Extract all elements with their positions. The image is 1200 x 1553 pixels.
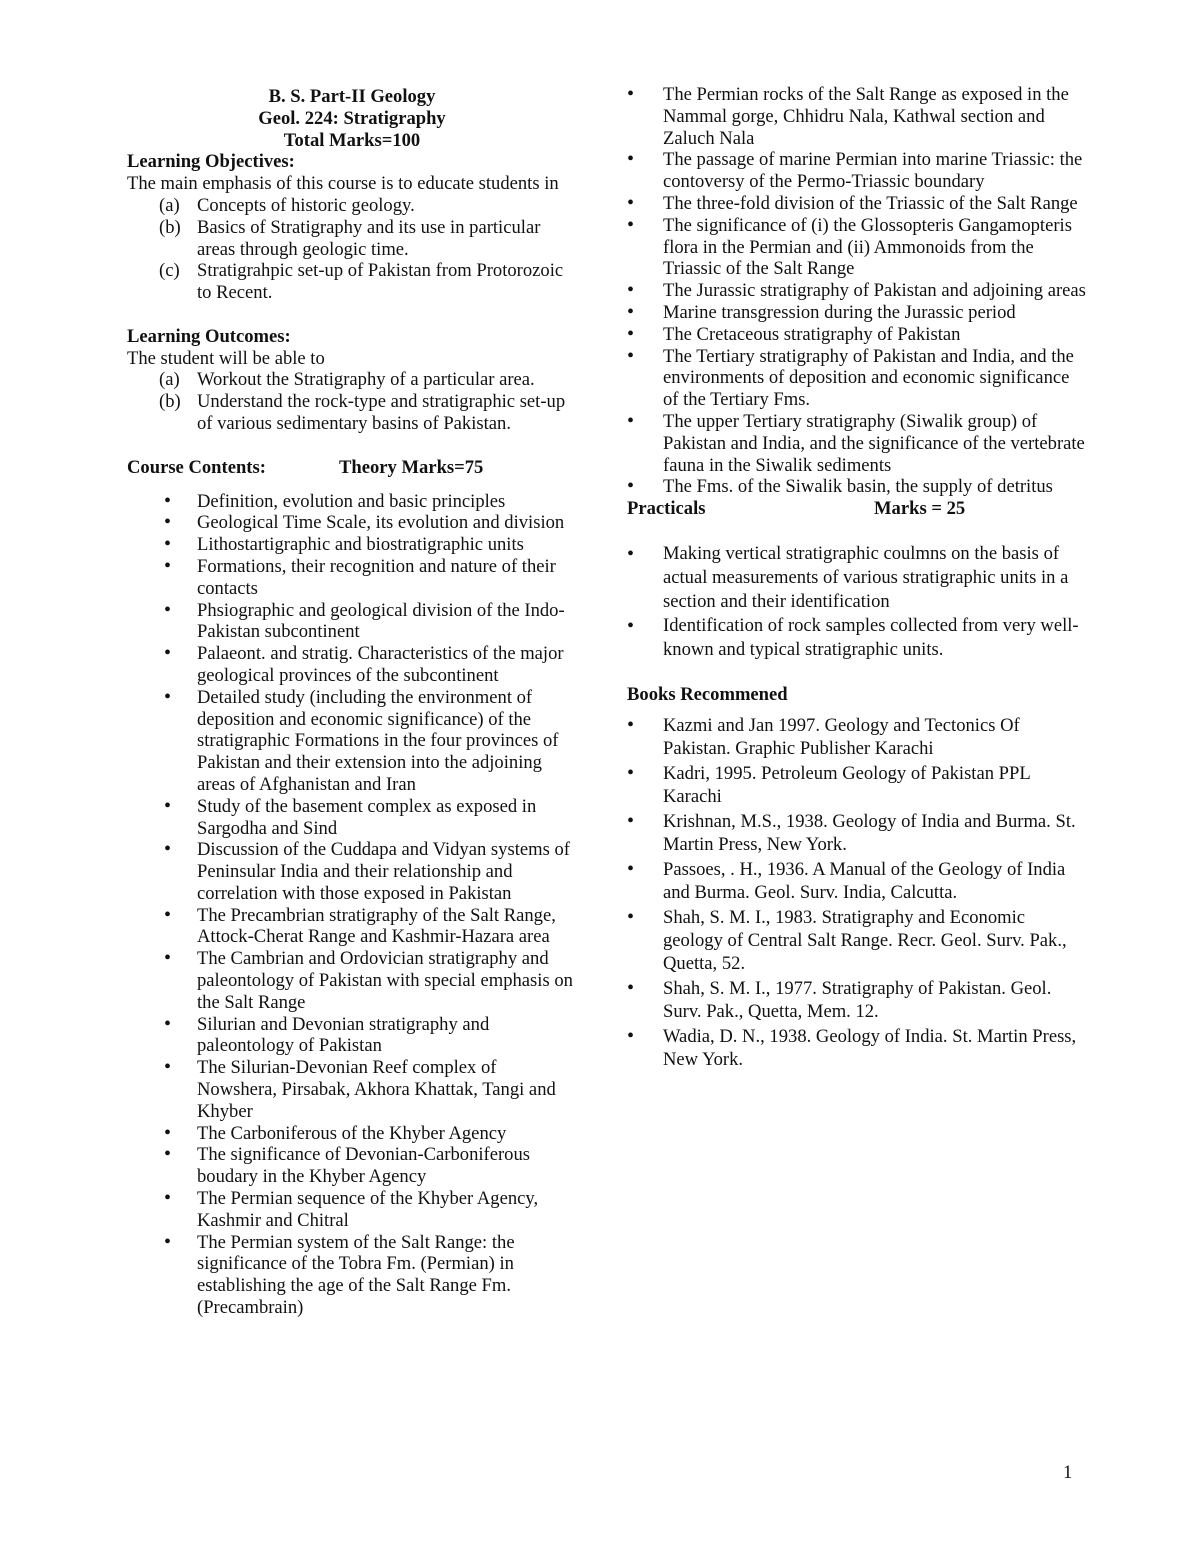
theory-marks: Theory Marks=75: [339, 456, 484, 478]
practicals-heading: Practicals Marks = 25: [627, 498, 966, 520]
objectives-list: [127, 195, 577, 304]
course-topic-item: • The passage of marine Permian into marine Triassic: the contoversy of the Permo-Triassic boundary: [663, 149, 1087, 193]
books-heading: Books Recommened: [627, 683, 788, 705]
right-column: [627, 84, 1087, 1073]
course-topic-item: • The upper Tertiary stratigraphy (Siwalik group) of Pakistan and India, and the significance of the vertebrate fauna in the Siwalik sediments: [663, 411, 1087, 476]
book-item: • Krishnan, M.S., 1938. Geology of India and Burma. St. Martin Press, New York.: [663, 810, 1087, 856]
book-item: • Shah, S. M. I., 1977. Stratigraphy of Pakistan. Geol. Surv. Pak., Quetta, Mem. 12.: [663, 977, 1087, 1023]
course-contents-list: [127, 491, 577, 1319]
objectives-heading: Learning Objectives:: [127, 151, 295, 173]
course-topic-item: • Marine transgression during the Jurassic period: [663, 302, 1087, 324]
practical-marks: Marks = 25: [874, 498, 966, 520]
outcome-item: (b) Understand the rock-type and stratigraphic set-up of various sedimentary basins of Pakistan.: [159, 391, 566, 434]
course-topic-item: • The Cambrian and Ordovician stratigraphy and paleontology of Pakistan with special emphasis on the Salt Range: [197, 948, 577, 1013]
course-contents-heading: Course Contents: Theory Marks=75: [127, 456, 484, 478]
outcome-item: (a) Workout the Stratigraphy of a particular area.: [159, 369, 535, 391]
objectives-intro: The main emphasis of this course is to educate students in: [127, 173, 559, 195]
course-topic-item: • The Precambrian stratigraphy of the Salt Range, Attock-Cherat Range and Kashmir-Hazara area: [197, 905, 577, 949]
course-title: B. S. Part-II Geology: [268, 86, 436, 107]
course-topic-item: • The Cretaceous stratigraphy of Pakistan: [663, 324, 1087, 346]
outcomes-heading: Learning Outcomes:: [127, 325, 291, 347]
book-item: • Kadri, 1995. Petroleum Geology of Pakistan PPL Karachi: [663, 762, 1087, 808]
course-topic-item: • Definition, evolution and basic principles: [197, 491, 577, 513]
course-topic-item: • Phsiographic and geological division of the Indo-Pakistan subcontinent: [197, 600, 577, 644]
book-item: • Kazmi and Jan 1997. Geology and Tectonics Of Pakistan. Graphic Publisher Karachi: [663, 714, 1087, 760]
course-topic-item: • The significance of Devonian-Carboniferous boudary in the Khyber Agency: [197, 1144, 577, 1188]
course-topic-item: • Discussion of the Cuddapa and Vidyan systems of Peninsular India and their relationship and correlation with those exposed in Pakistan: [197, 839, 577, 904]
course-topic-item: • Detailed study (including the environment of deposition and economic significance) of the stratigraphic Formations in the four provinces of Pakistan and their extension into the adjoining areas of Afghanistan and Iran: [197, 687, 577, 796]
course-topic-item: • The Jurassic stratigraphy of Pakistan and adjoining areas: [663, 280, 1087, 302]
book-item: • Shah, S. M. I., 1983. Stratigraphy and Economic geology of Central Salt Range. Recr. Geol. Surv. Pak., Quetta, 52.: [663, 906, 1087, 975]
practical-item: • Making vertical stratigraphic coulmns on the basis of actual measurements of various stratigraphic units in a section and their identification: [663, 542, 1087, 614]
course-topic-item: • The Tertiary stratigraphy of Pakistan and India, and the environments of deposition and economic significance of the Tertiary Fms.: [663, 346, 1087, 411]
objective-item: (a) Concepts of historic geology.: [159, 194, 415, 216]
course-topic-item: • The Silurian-Devonian Reef complex of Nowshera, Pirsabak, Akhora Khattak, Tangi and Khyber: [197, 1057, 577, 1122]
course-contents-list-continued: [627, 84, 1087, 498]
total-marks: Total Marks=100: [283, 129, 421, 151]
course-topic-item: • The Fms. of the Siwalik basin, the supply of detritus: [663, 476, 1087, 498]
course-topic-item: • Palaeont. and stratig. Characteristics of the major geological provinces of the subcontinent: [197, 643, 577, 687]
practical-item: • Identification of rock samples collected from very well-known and typical stratigraphic units.: [663, 614, 1087, 662]
left-column: [127, 86, 577, 1319]
course-topic-item: • Formations, their recognition and nature of their contacts: [197, 556, 577, 600]
course-topic-item: • The Permian sequence of the Khyber Agency, Kashmir and Chitral: [197, 1188, 577, 1232]
course-code: Geol. 224: Stratigraphy: [258, 107, 446, 129]
course-topic-item: • The three-fold division of the Triassic of the Salt Range: [663, 193, 1087, 215]
course-topic-item: • The Permian system of the Salt Range: the significance of the Tobra Fm. (Permian) in establishing the age of the Salt Range Fm. (Precambrain): [197, 1232, 577, 1319]
course-topic-item: • Silurian and Devonian stratigraphy and paleontology of Pakistan: [197, 1014, 577, 1058]
book-item: • Passoes, . H., 1936. A Manual of the Geology of India and Burma. Geol. Surv. India, Calcutta.: [663, 858, 1087, 904]
course-topic-item: • The significance of (i) the Glossopteris Gangamopteris flora in the Permian and (ii) Ammonoids from the Triassic of the Salt Range: [663, 215, 1087, 280]
course-topic-item: • Lithostartigraphic and biostratigraphic units: [197, 534, 577, 556]
page-number: 1: [1063, 1462, 1073, 1483]
course-topic-item: • The Carboniferous of the Khyber Agency: [197, 1123, 577, 1145]
outcomes-intro: The student will be able to: [127, 347, 325, 369]
objective-item: (c) Stratigrahpic set-up of Pakistan from Protorozoic to Recent.: [159, 260, 564, 304]
course-topic-item: • Study of the basement complex as exposed in Sargodha and Sind: [197, 796, 577, 840]
objective-item: (b) Basics of Stratigraphy and its use in particular areas through geologic time.: [159, 216, 541, 260]
course-topic-item: • The Permian rocks of the Salt Range as exposed in the Nammal gorge, Chhidru Nala, Kathwal section and Zaluch Nala: [663, 84, 1087, 149]
course-topic-item: • Geological Time Scale, its evolution and division: [197, 512, 577, 534]
book-item: • Wadia, D. N., 1938. Geology of India. St. Martin Press, New York.: [663, 1025, 1087, 1071]
practicals-list: [627, 542, 1087, 662]
books-list: [627, 714, 1087, 1071]
outcomes-list: [127, 369, 577, 434]
